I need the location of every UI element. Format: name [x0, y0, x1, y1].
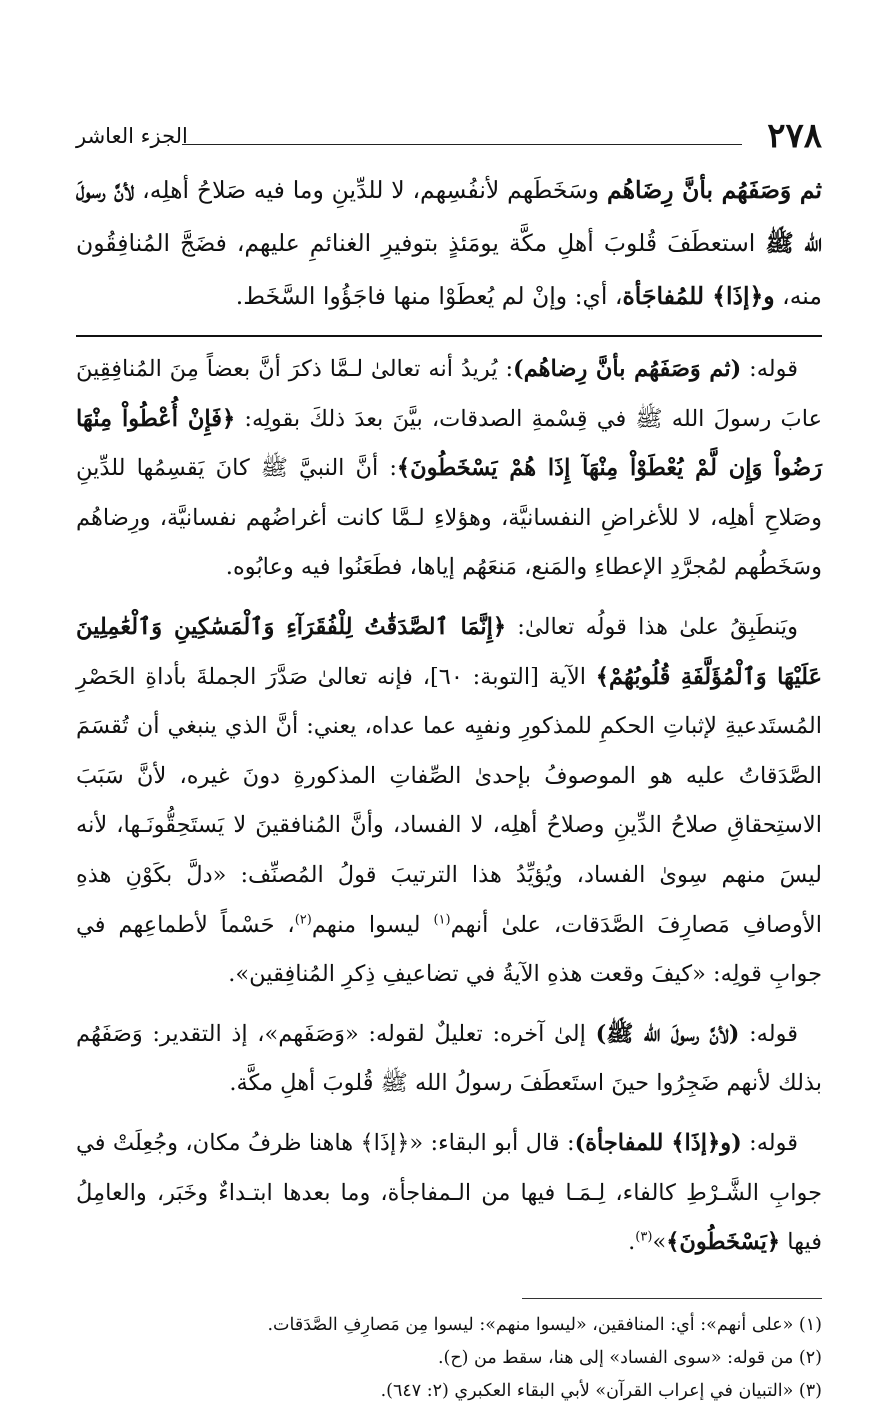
matn-text — [76, 164, 822, 323]
matn-text-2: استعطَفَ قُلوبَ أهلِ مكَّة يومَئذٍ بتوفيرِ الغنائمِ عليهم، فضَجَّ المُنافِقُون منه، — [76, 229, 822, 310]
p2-text-3: ، حَسْماً لأطماعِهم في جوابِ قولِه: «كيفَ وقعت هذهِ الآيةُ في تضاعيفِ ذِكرِ المُنافِقين». — [76, 911, 822, 988]
p1-text: : يُريدُ أنه تعالىٰ لـمَّا ذكرَ أنَّ بعضاً مِنَ المُنافِقِينَ عابَ رسولَ الله ﷺ في قِسْمةِ الصدقات، بيَّنَ بعدَ ذلكَ بقولِه: — [76, 356, 822, 432]
p3-text: إلىٰ آخره: تعليلٌ لقوله: «وَصَفَهم»، إذ التقدير: وَصَفَهُم بذلك لأنهم ضَجِرُوا حينَ استَعطَفَ رسولُ الله ﷺ قُلوبَ أهلِ مكَّة. — [76, 1020, 822, 1097]
matn-bold-1: ثم وَصَفَهُم بأنَّ رِضَاهُم — [607, 176, 823, 204]
matn-bold-2: لأنَّ رسولَ الله ﷺ — [76, 176, 822, 257]
page-header — [76, 112, 822, 162]
p3-quote-heading: (لأنَّ رسولَ الله ﷺ) — [595, 1020, 740, 1047]
p1-quote-heading: (ثم وَصَفَهُم بأنَّ رِضاهُم) — [513, 356, 742, 382]
footnote-2: (٢) من قوله: «سوى الفساد» إلى هنا، سقط من (ح). — [437, 1347, 822, 1368]
commentary-paragraph-1 — [76, 345, 822, 593]
header-rule — [182, 144, 742, 145]
footnote-1: (١) «على أنهم»: أي: المنافقين، «ليسوا منهم»: ليسوا مِن مَصارِفِ الصَّدَقات. — [267, 1314, 822, 1335]
footnote-3: (٣) «التبيان في إعراب القرآن» لأبي البقاء العكبري (٢: ٦٤٧). — [380, 1380, 822, 1401]
footnotes — [76, 1309, 822, 1408]
commentary-paragraph-3 — [76, 1010, 822, 1109]
matn-text-1: وسَخَطَهم لأنفُسِهم، لا للدِّينِ وما فيه صَلاحُ أهلِه، — [134, 176, 607, 204]
p2-text: الآية [التوبة: ٦٠]، فإنه تعالىٰ صَدَّرَ الجملةَ بأداةِ الحَصْرِ المُستَدعيةِ لإثباتِ الحكمِ للمذكورِ ونفيِه عما عداه، يعني: أنَّ الذي ينبغي أن تُقسَمَ الصَّدَقاتُ عليه هو الموصوفُ بإحدىٰ الصِّفاتِ المذكورةِ دونَ غيره، لأنَّ سَبَبَ الاستِحقاقِ صلاحُ الدِّينِ وصلاحُ أهلِه، لا الفساد، وأنَّ المُنافقينَ لا يَستَحِقُّونَـها، لأنه ليسَ منهم سِوىٰ الفساد، ويُؤيِّدُ هذا الترتيبَ قولُ المُصنِّف: «دلَّ بكَوْنِ هذهِ الأوصافِ مَصارِفَ الصَّدَقات، علىٰ أنهم — [76, 663, 822, 938]
p2-quran-verse: ﴿إِنَّمَا ٱلصَّدَقَٰتُ لِلْفُقَرَآءِ وَٱلْمَسَٰكِينِ وَٱلْعَٰمِلِينَ عَلَيْهَا وَٱلْمُؤَلَّفَةِ قُلُوبُهُمْ﴾ — [76, 613, 822, 690]
running-head: الجزء العاشر — [76, 124, 188, 148]
p4-end: . — [628, 1229, 636, 1256]
footnote-separator — [522, 1298, 822, 1299]
p4-close-quote: » — [652, 1229, 667, 1256]
p1-text-2: : أنَّ النبيَّ ﷺ كانَ يَقسِمُها للدِّينِ وصَلاحِ أهلِه، لا للأغراضِ النفسانيَّة، وهؤلاءِ لـمَّا كانت أغراضُهم نفسانيَّة، ورِضاهُم وسَخَطُهم لمُجرَّدِ الإعطاءِ والمَنع، مَنعَهُم إياها، فطَعَنُوا فيه وعابُوه. — [76, 455, 822, 581]
footnote-ref-1[interactable]: (١) — [433, 912, 451, 928]
p4-lead: قوله: — [741, 1129, 799, 1156]
p3-lead: قوله: — [739, 1020, 798, 1047]
matn-bold-3: و﴿إذَا﴾ للمُفاجَأة — [622, 282, 775, 310]
p1-lead: قوله: — [741, 356, 798, 382]
matn-separator — [76, 335, 822, 337]
page-number: ٢٧٨ — [767, 116, 822, 156]
commentary — [76, 345, 822, 1268]
p4-quote-heading: (و﴿إذَا﴾ للمفاجأة) — [574, 1129, 742, 1156]
p2-lead: ويَنطَبِقُ علىٰ هذا قولُه تعالىٰ: — [506, 613, 798, 640]
footnote-ref-3[interactable]: (٣) — [635, 1229, 653, 1245]
footnote-ref-2[interactable]: (٢) — [294, 912, 312, 928]
commentary-paragraph-2 — [76, 603, 822, 1000]
commentary-paragraph-4 — [76, 1119, 822, 1268]
p2-text-2: ليسوا منهم — [311, 911, 434, 938]
matn-text-3: ، أي: وإنْ لم يُعطَوْا منها فاجَؤُوا السَّخَط. — [235, 282, 623, 310]
book-page — [76, 112, 822, 1408]
p4-text: : قال أبو البقاء: «﴿إذَا﴾ هاهنا ظرفُ مكان، وجُعِلَتْ في جوابِ الشَّـرْطِ كالفاء، لِـمَـا فيها من الـمفاجأة، وما بعدها ابتـداءٌ وخَبَر، والعامِلُ فيها — [76, 1129, 822, 1256]
p1-quran-verse: ﴿فَإِنْ أُعْطُواْ مِنْهَا رَضُواْ وَإِن لَّمْ يُعْطَوْاْ مِنْهَآ إِذَا هُمْ يَسْخَطُونَ﴾ — [76, 405, 822, 482]
p4-quran-word: ﴿يَسْخَطُونَ﴾ — [666, 1229, 781, 1256]
